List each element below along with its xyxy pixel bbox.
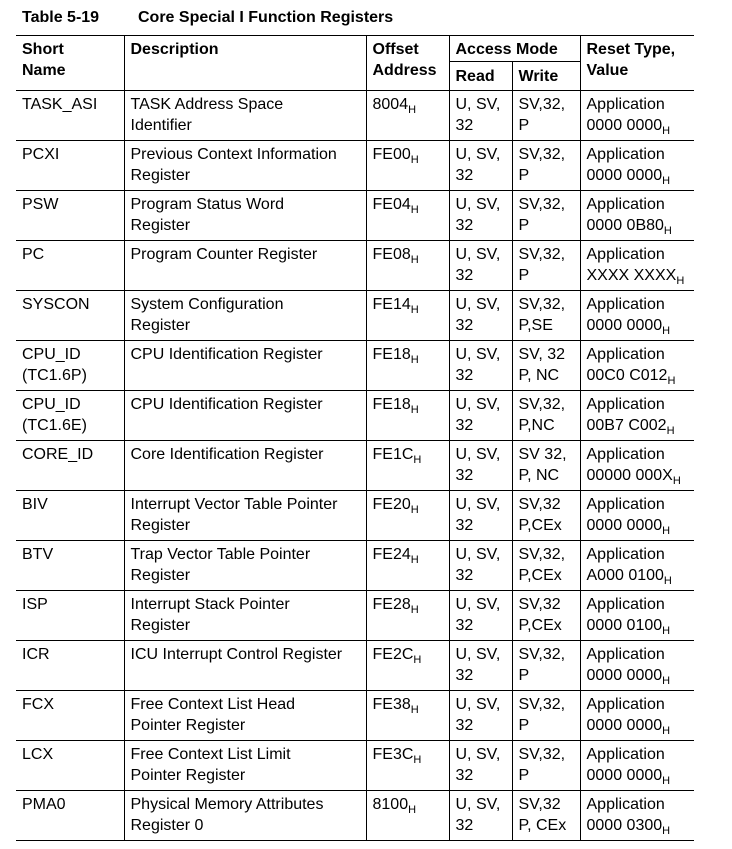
cell-short-name: PSW	[16, 191, 124, 241]
cell-read: U, SV, 32	[449, 141, 512, 191]
header-short-name: Short Name	[16, 36, 124, 91]
cell-read: U, SV, 32	[449, 341, 512, 391]
cell-write: SV, 32 P, NC	[512, 341, 580, 391]
cell-write: SV,32, P	[512, 91, 580, 141]
register-table	[16, 35, 694, 841]
cell-short-name: SYSCON	[16, 291, 124, 341]
table-row	[16, 291, 694, 341]
cell-read: U, SV, 32	[449, 491, 512, 541]
hex-suffix: H	[408, 104, 417, 116]
cell-read: U, SV, 32	[449, 91, 512, 141]
hex-suffix: H	[410, 354, 419, 366]
cell-write: SV,32 P, CEx	[512, 791, 580, 841]
cell-reset: Application 0000 $0B80_H$	[580, 191, 694, 241]
cell-read: U, SV, 32	[449, 191, 512, 241]
cell-short-name: CORE_ID	[16, 441, 124, 491]
cell-description: Core Identification Register	[124, 441, 366, 491]
table-row	[16, 191, 694, 241]
table-row	[16, 341, 694, 391]
cell-description: CPU Identification Register	[124, 341, 366, 391]
hex-suffix: H	[410, 404, 419, 416]
cell-read: U, SV, 32	[449, 741, 512, 791]
hex-suffix: H	[672, 475, 681, 487]
cell-reset: Application 00B7 $C002_H$	[580, 391, 694, 441]
cell-offset: $FE2C_H$	[366, 641, 449, 691]
cell-read: U, SV, 32	[449, 241, 512, 291]
cell-offset: $FE38_H$	[366, 691, 449, 741]
hex-suffix: H	[662, 325, 671, 337]
table-row	[16, 791, 694, 841]
cell-write: SV,32, P	[512, 141, 580, 191]
cell-offset: $FE00_H$	[366, 141, 449, 191]
table-row	[16, 141, 694, 191]
cell-reset: Application 0000 $0000_H$	[580, 491, 694, 541]
hex-suffix: H	[662, 175, 671, 187]
cell-read: U, SV, 32	[449, 291, 512, 341]
table-row	[16, 241, 694, 291]
cell-description: Program Counter Register	[124, 241, 366, 291]
cell-read: U, SV, 32	[449, 591, 512, 641]
cell-reset: Application 0000 $0000_H$	[580, 291, 694, 341]
table-row	[16, 591, 694, 641]
cell-short-name: CPU_ID (TC1.6P)	[16, 341, 124, 391]
cell-write: SV 32, P, NC	[512, 441, 580, 491]
table-title: Core Special I Function Registers	[138, 9, 394, 26]
table-row	[16, 491, 694, 541]
table-caption	[22, 9, 393, 27]
header-access-mode: Access Mode	[449, 36, 580, 62]
cell-offset: $FE20_H$	[366, 491, 449, 541]
header-write: Write	[512, 62, 580, 91]
table-row	[16, 541, 694, 591]
cell-write: SV,32 P,CEx	[512, 591, 580, 641]
table-row	[16, 741, 694, 791]
hex-suffix: H	[662, 625, 671, 637]
cell-read: U, SV, 32	[449, 791, 512, 841]
hex-suffix: H	[410, 154, 419, 166]
hex-suffix: H	[408, 804, 417, 816]
cell-description: TASK Address Space Identifier	[124, 91, 366, 141]
hex-suffix: H	[662, 125, 671, 137]
cell-reset: Application 0000 $0000_H$	[580, 691, 694, 741]
cell-write: SV,32, P,SE	[512, 291, 580, 341]
cell-read: U, SV, 32	[449, 391, 512, 441]
table-row	[16, 441, 694, 491]
hex-suffix: H	[410, 304, 419, 316]
cell-offset: $FE18_H$	[366, 341, 449, 391]
cell-description: System Configuration Register	[124, 291, 366, 341]
cell-reset: Application 0000 $0000_H$	[580, 741, 694, 791]
header-read: Read	[449, 62, 512, 91]
table-row	[16, 91, 694, 141]
cell-write: SV,32, P	[512, 241, 580, 291]
hex-suffix: H	[667, 375, 676, 387]
cell-offset: $FE3C_H$	[366, 741, 449, 791]
cell-description: Previous Context Information Register	[124, 141, 366, 191]
hex-suffix: H	[410, 504, 419, 516]
cell-write: SV,32, P	[512, 191, 580, 241]
cell-short-name: TASK_ASI	[16, 91, 124, 141]
cell-short-name: BTV	[16, 541, 124, 591]
hex-suffix: H	[410, 704, 419, 716]
cell-short-name: BIV	[16, 491, 124, 541]
cell-offset: $FE18_H$	[366, 391, 449, 441]
hex-suffix: H	[410, 254, 419, 266]
hex-suffix: H	[663, 575, 672, 587]
hex-suffix: H	[662, 725, 671, 737]
cell-offset: $FE1C_H$	[366, 441, 449, 491]
table-row	[16, 641, 694, 691]
cell-reset: Application XXXX $XXXX_H$	[580, 241, 694, 291]
cell-offset: $FE24_H$	[366, 541, 449, 591]
cell-write: SV,32, P	[512, 641, 580, 691]
cell-read: U, SV, 32	[449, 441, 512, 491]
cell-description: CPU Identification Register	[124, 391, 366, 441]
hex-suffix: H	[410, 204, 419, 216]
header-reset: Reset Type, Value	[580, 36, 694, 91]
cell-reset: Application 00C0 $C012_H$	[580, 341, 694, 391]
cell-read: U, SV, 32	[449, 691, 512, 741]
cell-description: Interrupt Stack Pointer Register	[124, 591, 366, 641]
cell-write: SV,32 P,CEx	[512, 491, 580, 541]
cell-short-name: LCX	[16, 741, 124, 791]
hex-suffix: H	[662, 775, 671, 787]
cell-write: SV,32, P	[512, 691, 580, 741]
cell-short-name: FCX	[16, 691, 124, 741]
cell-offset: $8100_H$	[366, 791, 449, 841]
cell-offset: $8004_H$	[366, 91, 449, 141]
cell-write: SV,32, P	[512, 741, 580, 791]
cell-description: Physical Memory Attributes Register 0	[124, 791, 366, 841]
cell-write: SV,32, P,CEx	[512, 541, 580, 591]
hex-suffix: H	[413, 654, 422, 666]
hex-suffix: H	[662, 525, 671, 537]
cell-short-name: PCXI	[16, 141, 124, 191]
cell-offset: $FE04_H$	[366, 191, 449, 241]
cell-read: U, SV, 32	[449, 641, 512, 691]
hex-suffix: H	[662, 825, 671, 837]
cell-reset: Application 0000 $0300_H$	[580, 791, 694, 841]
cell-description: Free Context List Head Pointer Register	[124, 691, 366, 741]
cell-description: Program Status Word Register	[124, 191, 366, 241]
hex-suffix: H	[676, 275, 685, 287]
table-row	[16, 691, 694, 741]
cell-reset: Application 0000 $0000_H$	[580, 641, 694, 691]
cell-description: Trap Vector Table Pointer Register	[124, 541, 366, 591]
cell-write: SV,32, P,NC	[512, 391, 580, 441]
cell-offset: $FE08_H$	[366, 241, 449, 291]
cell-reset: Application A000 $0100_H$	[580, 541, 694, 591]
cell-short-name: CPU_ID (TC1.6E)	[16, 391, 124, 441]
hex-suffix: H	[666, 425, 675, 437]
table-row	[16, 391, 694, 441]
hex-suffix: H	[410, 554, 419, 566]
cell-description: Interrupt Vector Table Pointer Register	[124, 491, 366, 541]
cell-description: ICU Interrupt Control Register	[124, 641, 366, 691]
cell-offset: $FE14_H$	[366, 291, 449, 341]
hex-suffix: H	[663, 225, 672, 237]
header-offset-address: Offset Address	[366, 36, 449, 91]
cell-offset: $FE28_H$	[366, 591, 449, 641]
cell-read: U, SV, 32	[449, 541, 512, 591]
hex-suffix: H	[410, 604, 419, 616]
hex-suffix: H	[413, 754, 422, 766]
cell-short-name: PC	[16, 241, 124, 291]
cell-short-name: ICR	[16, 641, 124, 691]
cell-reset: Application 0000 $0000_H$	[580, 91, 694, 141]
cell-description: Free Context List Limit Pointer Register	[124, 741, 366, 791]
header-description: Description	[124, 36, 366, 91]
hex-suffix: H	[662, 675, 671, 687]
cell-short-name: ISP	[16, 591, 124, 641]
cell-short-name: PMA0	[16, 791, 124, 841]
hex-suffix: H	[413, 454, 422, 466]
cell-reset: Application 00000 $000X_H$	[580, 441, 694, 491]
table-number: Table 5-19	[22, 9, 100, 26]
cell-reset: Application 0000 $0100_H$	[580, 591, 694, 641]
cell-reset: Application 0000 $0000_H$	[580, 141, 694, 191]
